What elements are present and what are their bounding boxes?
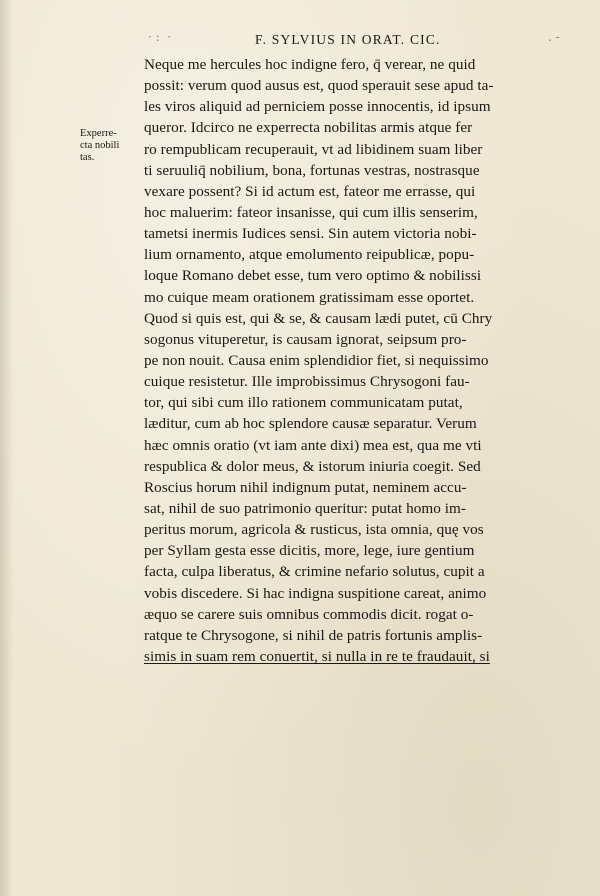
text-line: peritus morum, agricola & rusticus, ista omnia, quę vos (144, 521, 484, 539)
running-head: F. SYLVIUS IN ORAT. CIC. (255, 32, 441, 47)
text-line: Neque me hercules hoc indigne fero, q̄ verear, ne quid (144, 56, 476, 73)
text-line: lium ornamento, atque emolumento reipublicæ, popu- (144, 246, 475, 264)
text-line: læditur, cum ab hoc splendore causæ separatur. Verum (144, 415, 477, 433)
text-line: loque Romano debet esse, tum vero optimo & nobilissi (144, 267, 482, 285)
text-line: pe non nouit. Causa enim splendidior fiet, si nequissimo (144, 351, 489, 369)
page-specks: · : · (148, 30, 172, 44)
margin-note (80, 128, 142, 164)
text-line: Quod si quis est, qui & se, & causam lædi putet, cū Chry (144, 309, 493, 327)
text-line: æquo se carere suis omnibus commodis dicit. rogat o- (144, 605, 474, 623)
page-edge-shadow (0, 0, 14, 896)
text-line: ratque te Chrysogone, si nihil de patris fortunis amplis- (144, 626, 483, 644)
text-line: ti seruuliq̄ nobilium, bona, fortunas vestras, nostrasque (144, 161, 480, 179)
text-line: ro rempublicam recuperauit, vt ad libidinem suam liber (144, 140, 483, 158)
text-line: Roscius horum nihil indignum putat, neminem accu- (144, 478, 467, 496)
text-line: mo cuique meam orationem gratissimam esse oportet. (144, 288, 475, 306)
body-text (144, 54, 564, 667)
text-line: cuique resistetur. Ille improbissimus Chrysogoni fau- (144, 373, 470, 391)
text-line: sat, nihil de suo patrimonio queritur: putat homo im- (144, 499, 466, 517)
page-specks-right: . - (548, 30, 560, 44)
text-line: tor, qui sibi cum illo rationem communicatam putat, (144, 394, 463, 412)
text-line: facta, culpa liberatus, & crimine nefario solutus, cupit a (144, 563, 485, 581)
text-line: per Syllam gesta esse dicitis, more, lege, iure gentium (144, 542, 475, 560)
text-line: possit: verum quod ausus est, quod sperauit sese apud ta- (144, 77, 494, 95)
text-line: vexare possent? Si id actum est, fateor me errasse, qui (144, 182, 476, 200)
text-line: hæc omnis oratio (vt iam ante dixi) mea est, qua me vti (144, 436, 482, 454)
margin-note-line: cta nobili (80, 140, 120, 151)
margin-note-line: Experre- (80, 128, 117, 139)
text-line: simis in suam rem conuertit, si nulla in re te fraudauit, si (144, 647, 490, 665)
text-line: tametsi inermis Iudices sensi. Sin autem victoria nobi- (144, 225, 477, 243)
text-line: respublica & dolor meus, & istorum iniuria coegit. Sed (144, 457, 481, 475)
text-line: sogonus vituperetur, is causam ignorat, seipsum pro- (144, 330, 467, 348)
margin-note-line: tas. (80, 152, 95, 163)
text-line: les viros aliquid ad perniciem posse innocentis, id ipsum (144, 98, 491, 116)
text-line: vobis discedere. Si hac indigna suspitione careat, animo (144, 584, 487, 602)
text-line: queror. Idcirco ne experrecta nobilitas armis atque fer (144, 119, 473, 137)
text-line: hoc maluerim: fateor insanisse, qui cum illis senserim, (144, 203, 478, 221)
